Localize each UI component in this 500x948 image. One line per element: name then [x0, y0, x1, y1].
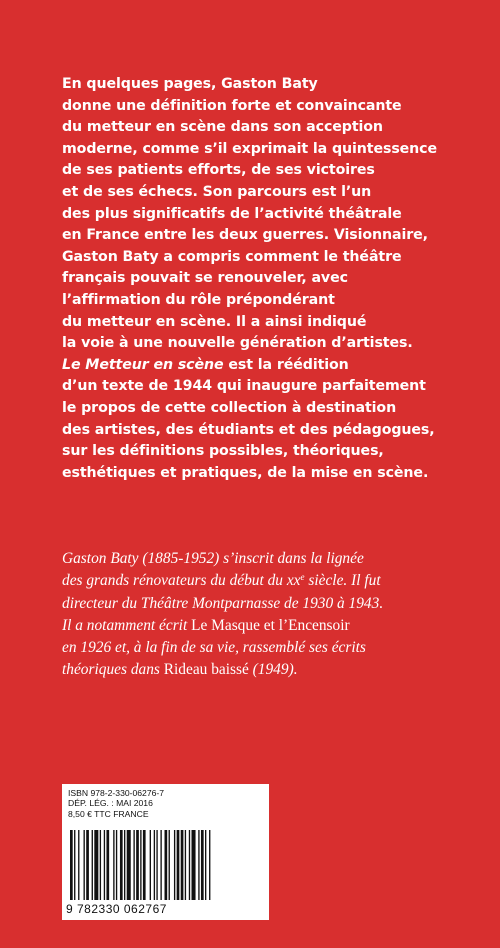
bio-text: siècle. Il fut — [304, 572, 381, 590]
blurb-line: des plus significatifs de l’activité théâtrale — [62, 205, 402, 222]
bio-text: théoriques dans — [62, 661, 164, 679]
bio-line — [62, 615, 472, 637]
bio-text: Il a notamment écrit — [62, 616, 192, 634]
blurb-line: du metteur en scène dans son acception — [62, 119, 383, 136]
blurb-text: est la réédition — [223, 356, 349, 373]
blurb-line: sur les définitions possibles, théoriques, — [62, 443, 384, 460]
blurb-line: en France entre les deux guerres. Visionnaire, — [62, 227, 428, 244]
barcode-label — [62, 784, 269, 920]
century-superscript: e — [300, 572, 305, 583]
blurb-line: la voie à une nouvelle génération d’artistes. — [62, 335, 413, 352]
blurb-line: de ses patients efforts, de ses victoires — [62, 162, 375, 179]
bio-line: directeur du Théâtre Montparnasse de 1930 à 1943. — [62, 594, 384, 612]
blurb-line: du metteur en scène. Il a ainsi indiqué — [62, 313, 367, 330]
barcode-icon — [70, 830, 260, 900]
blurb-line: l’affirmation du rôle prépondérant — [62, 291, 335, 308]
isbn-text: ISBN 978-2-330-06276-7 — [68, 788, 165, 798]
price-text: 8,50 € TTC FRANCE — [68, 808, 149, 819]
work-title: Le Masque et l’Encensoir — [191, 616, 350, 634]
blurb-line: donne une définition forte et convaincante — [62, 97, 402, 114]
blurb-line: En quelques pages, Gaston Baty — [62, 76, 318, 92]
blurb-line: français pouvait se renouveler, avec — [62, 270, 348, 287]
bio-text: des grands rénovateurs du début du xx — [62, 572, 301, 590]
blurb-line: le propos de cette collection à destination — [62, 399, 397, 416]
bio-line: Gaston Baty (1885-1952) s’inscrit dans la lignée — [62, 550, 364, 567]
bio-line — [62, 659, 472, 681]
bio-line — [62, 570, 472, 592]
blurb-line: d’un texte de 1944 qui inaugure parfaitement — [62, 378, 426, 395]
back-cover-blurb — [62, 74, 482, 484]
author-bio — [62, 548, 472, 682]
blurb-line: esthétiques et pratiques, de la mise en scène. — [62, 464, 429, 481]
barcode-number: 9 782330 062767 — [66, 902, 167, 916]
blurb-line: Gaston Baty a compris comment le théâtre — [62, 248, 402, 265]
blurb-line — [62, 355, 482, 377]
bio-text: (1949). — [248, 661, 298, 679]
blurb-line: des artistes, des étudiants et des pédagogues, — [62, 421, 435, 438]
legal-deposit-text: DÉP. LÉG. : MAI 2016 — [68, 798, 153, 809]
book-title: Le Metteur en scène — [62, 356, 224, 373]
bio-line: en 1926 et, à la fin de sa vie, rassemblé ses écrits — [62, 639, 366, 657]
legal-info — [68, 788, 164, 819]
blurb-line: et de ses échecs. Son parcours est l’un — [62, 183, 372, 200]
work-title: Rideau baissé — [163, 661, 249, 679]
blurb-line: moderne, comme s’il exprimait la quintessence — [62, 140, 438, 157]
